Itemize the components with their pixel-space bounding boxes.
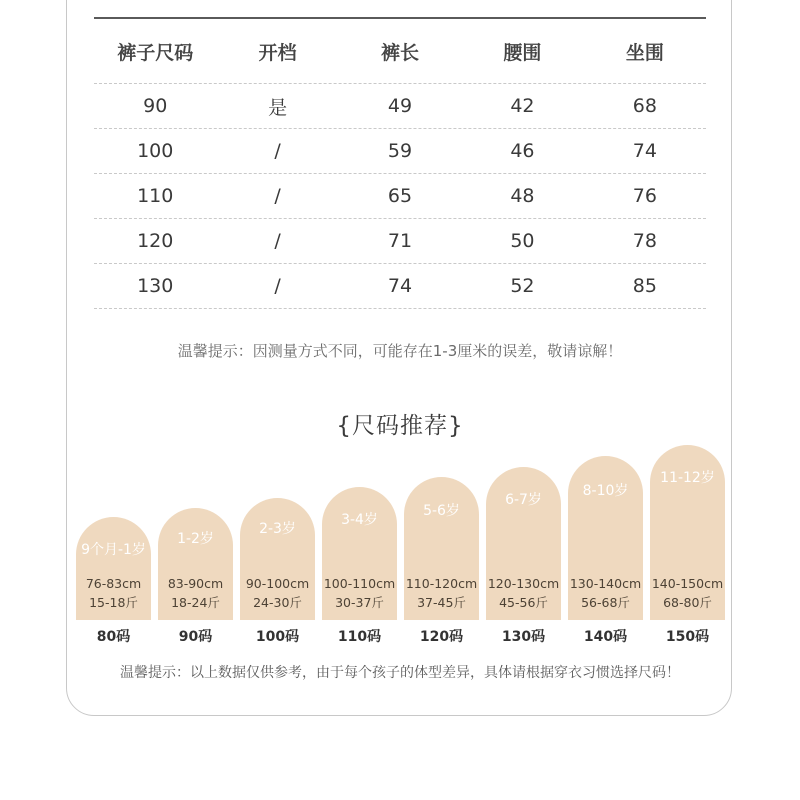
table-cell: 90 [143, 95, 168, 117]
weight-range: 56-68斤 [581, 595, 630, 610]
table-cell: 52 [510, 275, 535, 297]
size-label: 120码 [419, 629, 464, 645]
height-range: 130-140cm [569, 576, 642, 591]
table-cell: / [274, 275, 281, 297]
recommend-title: {尺码推荐} [336, 413, 464, 439]
table-cell: 49 [387, 95, 413, 117]
rec-card-90 [158, 508, 233, 620]
table-row [94, 129, 706, 174]
table-row [94, 264, 706, 309]
header-cell: 裤子尺码 [117, 41, 194, 64]
table-row [94, 174, 706, 219]
table-cell: / [274, 230, 281, 252]
rec-card-120 [404, 477, 479, 620]
table-cell: 50 [510, 230, 535, 252]
age-range: 3-4岁 [341, 512, 378, 528]
height-range: 110-120cm [405, 576, 478, 591]
table-cell: 65 [387, 185, 413, 207]
table-cell: 78 [632, 230, 657, 252]
height-range: 100-110cm [323, 576, 396, 591]
table-cell: / [274, 185, 281, 207]
table-row [94, 219, 706, 264]
weight-range: 18-24斤 [171, 595, 220, 610]
table-cell: 110 [137, 185, 174, 207]
age-range: 9个月-1岁 [81, 542, 146, 558]
table-cell: 46 [510, 140, 535, 162]
weight-range: 45-56斤 [499, 595, 548, 610]
size-label: 150码 [665, 629, 710, 645]
size-label: 90码 [178, 629, 213, 645]
size-label: 110码 [337, 629, 382, 645]
height-range: 76-83cm [85, 576, 142, 591]
table-cell: 76 [632, 185, 657, 207]
rec-card-140 [568, 456, 643, 620]
table-cell: 74 [387, 275, 413, 297]
table-cell: 68 [632, 95, 657, 117]
size-label: 80码 [96, 629, 131, 645]
rec-card-150 [650, 445, 725, 620]
age-range: 1-2岁 [177, 531, 214, 547]
rec-card-100 [240, 498, 315, 620]
table-cell: / [274, 140, 281, 162]
age-range: 8-10岁 [582, 483, 629, 499]
table-cell: 48 [510, 185, 535, 207]
header-cell: 开档 [258, 41, 297, 64]
table-cell: 100 [137, 140, 174, 162]
height-range: 140-150cm [651, 576, 724, 591]
age-range: 11-12岁 [660, 470, 715, 486]
age-range: 5-6岁 [423, 503, 460, 519]
height-range: 120-130cm [487, 576, 560, 591]
table-cell: 130 [137, 275, 174, 297]
rec-card-80 [76, 517, 151, 620]
table-cell: 是 [268, 96, 288, 119]
table-cell: 120 [137, 230, 174, 252]
table-cell: 71 [387, 230, 413, 252]
size-table [94, 17, 706, 309]
size-label: 140码 [583, 629, 628, 645]
header-cell: 腰围 [503, 41, 542, 64]
weight-range: 37-45斤 [417, 595, 466, 610]
table-row [94, 84, 706, 129]
age-range: 6-7岁 [505, 492, 542, 508]
weight-range: 30-37斤 [335, 595, 384, 610]
height-range: 83-90cm [167, 576, 224, 591]
size-label: 100码 [255, 629, 300, 645]
weight-range: 68-80斤 [663, 595, 712, 610]
header-cell: 坐围 [625, 41, 664, 64]
age-range: 2-3岁 [259, 521, 296, 537]
table-cell: 42 [510, 95, 535, 117]
size-label: 130码 [501, 629, 546, 645]
reference-note: 温馨提示：以上数据仅供参考，由于每个孩子的体型差异，具体请根据穿衣习惯选择尺码！ [120, 665, 680, 681]
rec-card-130 [486, 467, 561, 620]
table-cell: 85 [632, 275, 657, 297]
table-cell: 59 [387, 140, 413, 162]
height-range: 90-100cm [245, 576, 310, 591]
table-cell: 74 [632, 140, 657, 162]
measurement-note: 温馨提示：因测量方式不同，可能存在1-3厘米的误差，敬请谅解！ [177, 342, 623, 360]
table-header-row [94, 19, 706, 84]
rec-card-110 [322, 487, 397, 620]
weight-range: 24-30斤 [253, 595, 302, 610]
weight-range: 15-18斤 [89, 595, 138, 610]
header-cell: 裤长 [381, 41, 420, 64]
